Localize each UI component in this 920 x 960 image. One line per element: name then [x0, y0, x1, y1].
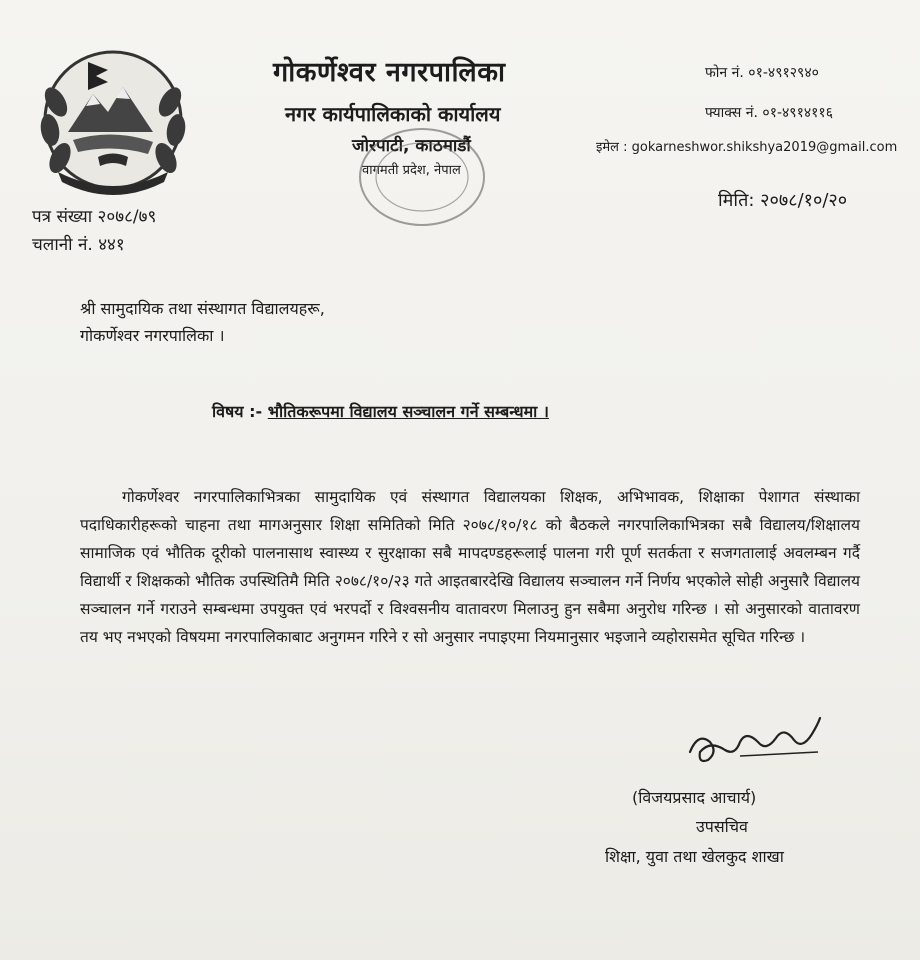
- signatory-department: शिक्षा, युवा तथा खेलकुद शाखा: [605, 847, 784, 866]
- email-address: इमेल : gokarneshwor.shikshya2019@gmail.com: [596, 140, 898, 155]
- subject-text: भौतिकरूपमा विद्यालय सञ्चालन गर्ने सम्बन्धमा ।: [267, 402, 549, 421]
- municipality-title: गोकर्णेश्वर नगरपालिका: [273, 57, 506, 88]
- signatory-name: (विजयप्रसाद आचार्य): [632, 788, 757, 807]
- office-location: जोरपाटी, काठमाडौं: [352, 136, 471, 156]
- subject-label: विषय :-: [212, 402, 263, 421]
- letter-subject: [212, 400, 549, 422]
- addressee-line-2: गोकर्णेश्वर नगरपालिका ।: [80, 326, 225, 345]
- addressee-line-1: श्री सामुदायिक तथा संस्थागत विद्यालयहरू,: [80, 299, 325, 318]
- letter-date: मिति: २०७८/१०/२०: [718, 190, 848, 211]
- government-emblem-icon: [28, 32, 198, 202]
- office-name: नगर कार्यपालिकाको कार्यालय: [285, 102, 501, 126]
- letter-body: गोकर्णेश्वर नगरपालिकाभित्रका सामुदायिक एवं संस्थागत विद्यालयका शिक्षक, अभिभावक, शिक्षाका पेशागत संस्थाका पदाधिकारीहरूको चाहना तथा मागअनुसार शिक्षा समितिको मिति २०७८/१०/१८ को बैठकले नगरपालिकाभित्रका सबै विद्यालय/शिक्षालय सामाजिक एवं भौतिक दूरीको पालनासाथ स्वास्थ्य र सुरक्षाका सबै मापदण्डहरूलाई पालना गरी पूर्ण सतर्कता र सजगतालाई अवलम्बन गर्दै विद्यार्थी र शिक्षकको भौतिक उपस्थितिमै मिति २०७८/१०/२३ गते आइतबारदेखि विद्यालय सञ्चालन गर्ने निर्णय भएकोले सोही अनुसारै विद्यालय सञ्चालन गर्ने गराउने सम्बन्धमा उपयुक्त एवं भरपर्दो र विश्वसनीय वातावरण मिलाउनु हुन सबैमा अनुरोध गरिन्छ । सो अनुसारको वातावरण तय भए नभएको विषयमा नगरपालिकाबाट अनुगमन गरिने र सो अनुसार नपाइएमा नियमानुसार भइजाने व्यहोरासमेत सूचित गरिन्छ ।: [80, 488, 860, 646]
- phone-number: फोन नं. ०१-४९१२९४०: [705, 65, 819, 81]
- letter-reference-number: पत्र संख्या २०७८/७९: [32, 207, 157, 227]
- office-province: वागमती प्रदेश, नेपाल: [362, 163, 461, 178]
- dispatch-number: चलानी नं. ४४१: [32, 235, 125, 255]
- signatory-title: उपसचिव: [696, 817, 748, 836]
- fax-number: फ्याक्स नं. ०१-४९१४११६: [705, 105, 833, 121]
- office-seal-stamp: [352, 122, 492, 232]
- handwritten-signature: [680, 712, 830, 772]
